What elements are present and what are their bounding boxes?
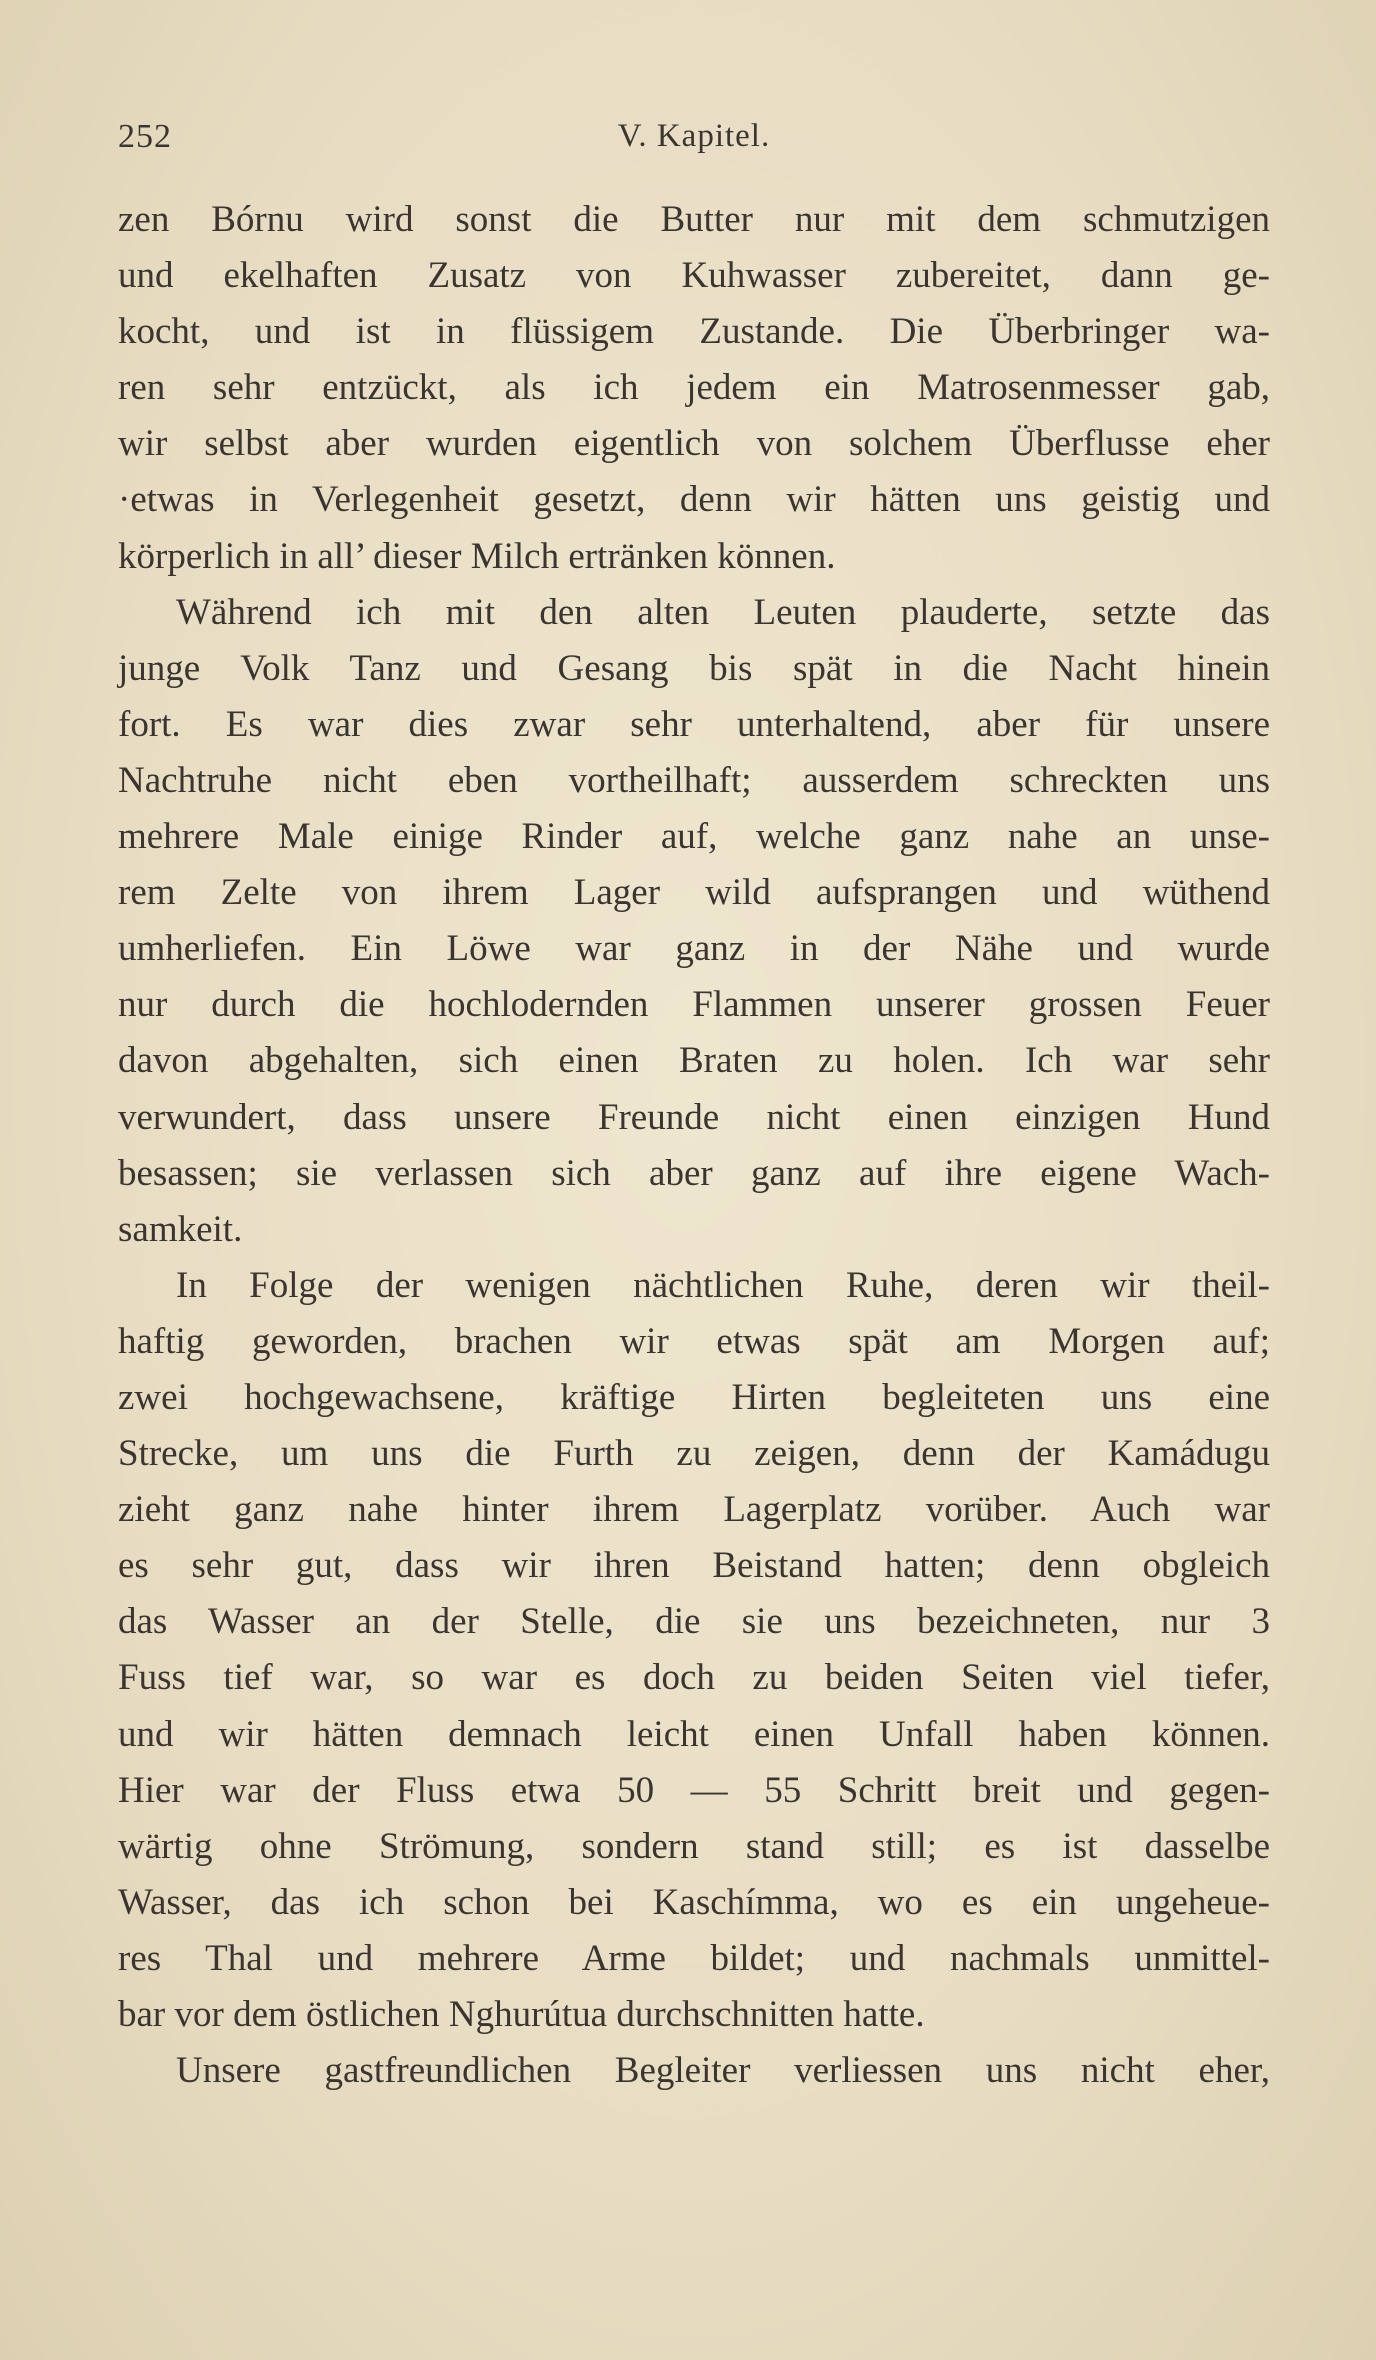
text-line: Während ich mit den alten Leuten plauderte, setzte das xyxy=(176,591,1270,633)
text-line: Strecke, um uns die Furth zu zeigen, denn der Kamádugu xyxy=(118,1433,1270,1475)
text-line: bar vor dem östlichen Nghurútua durchschnitten hatte. xyxy=(118,1994,925,2035)
text-line: In Folge der wenigen nächtlichen Ruhe, deren wir theil- xyxy=(176,1264,1270,1306)
text-line: Unsere gastfreundlichen Begleiter verliessen uns nicht eher, xyxy=(176,2050,1270,2092)
text-line: nur durch die hochlodernden Flammen unserer grossen Feuer xyxy=(118,984,1270,1026)
text-line: ren sehr entzückt, als ich jedem ein Matrosenmesser gab, xyxy=(118,367,1270,409)
text-line: mehrere Male einige Rinder auf, welche ganz nahe an unse- xyxy=(118,816,1270,858)
text-line: verwundert, dass unsere Freunde nicht einen einzigen Hund xyxy=(118,1096,1270,1138)
text-line: und wir hätten demnach leicht einen Unfall haben können. xyxy=(118,1713,1270,1755)
text-line: zieht ganz nahe hinter ihrem Lagerplatz vorüber. Auch war xyxy=(118,1489,1270,1531)
page-header xyxy=(118,118,1270,162)
text-line: umherliefen. Ein Löwe war ganz in der Nähe und wurde xyxy=(118,928,1270,970)
text-line: Hier war der Fluss etwa 50 — 55 Schritt breit und gegen- xyxy=(118,1769,1270,1811)
text-line: Wasser, das ich schon bei Kaschímma, wo es ein ungeheue- xyxy=(118,1881,1270,1923)
text-line: res Thal und mehrere Arme bildet; und nachmals unmittel- xyxy=(118,1937,1270,1979)
body-text xyxy=(118,192,1270,2099)
text-line: Nachtruhe nicht eben vortheilhaft; ausserdem schreckten uns xyxy=(118,759,1270,801)
text-line: wärtig ohne Strömung, sondern stand still; es ist dasselbe xyxy=(118,1825,1270,1867)
text-line: samkeit. xyxy=(118,1208,243,1250)
text-line: es sehr gut, dass wir ihren Beistand hatten; denn obgleich xyxy=(118,1545,1270,1587)
text-line: Fuss tief war, so war es doch zu beiden Seiten viel tiefer, xyxy=(118,1657,1270,1699)
text-line: davon abgehalten, sich einen Braten zu holen. Ich war sehr xyxy=(118,1040,1270,1082)
text-line: haftig geworden, brachen wir etwas spät am Morgen auf; xyxy=(118,1320,1270,1362)
text-line: kocht, und ist in flüssigem Zustande. Die Überbringer wa- xyxy=(118,311,1270,353)
text-line: rem Zelte von ihrem Lager wild aufsprangen und wüthend xyxy=(118,872,1270,914)
page-number: 252 xyxy=(118,118,172,155)
running-head: V. Kapitel. xyxy=(617,118,771,154)
text-line: fort. Es war dies zwar sehr unterhaltend, aber für unsere xyxy=(118,703,1270,745)
text-line: wir selbst aber wurden eigentlich von solchem Überflusse eher xyxy=(118,423,1270,465)
text-line: junge Volk Tanz und Gesang bis spät in die Nacht hinein xyxy=(118,647,1270,689)
text-line: zen Bórnu wird sonst die Butter nur mit dem schmutzigen xyxy=(118,199,1270,240)
text-line: besassen; sie verlassen sich aber ganz auf ihre eigene Wach- xyxy=(118,1152,1270,1194)
text-line: körperlich in all’ dieser Milch ertränken können. xyxy=(118,535,836,577)
text-line: ·etwas in Verlegenheit gesetzt, denn wir hätten uns geistig und xyxy=(118,479,1270,521)
text-line: das Wasser an der Stelle, die sie uns bezeichneten, nur 3 xyxy=(118,1601,1270,1643)
text-line: und ekelhaften Zusatz von Kuhwasser zubereitet, dann ge- xyxy=(118,255,1270,297)
text-line: zwei hochgewachsene, kräftige Hirten begleiteten uns eine xyxy=(118,1376,1270,1418)
